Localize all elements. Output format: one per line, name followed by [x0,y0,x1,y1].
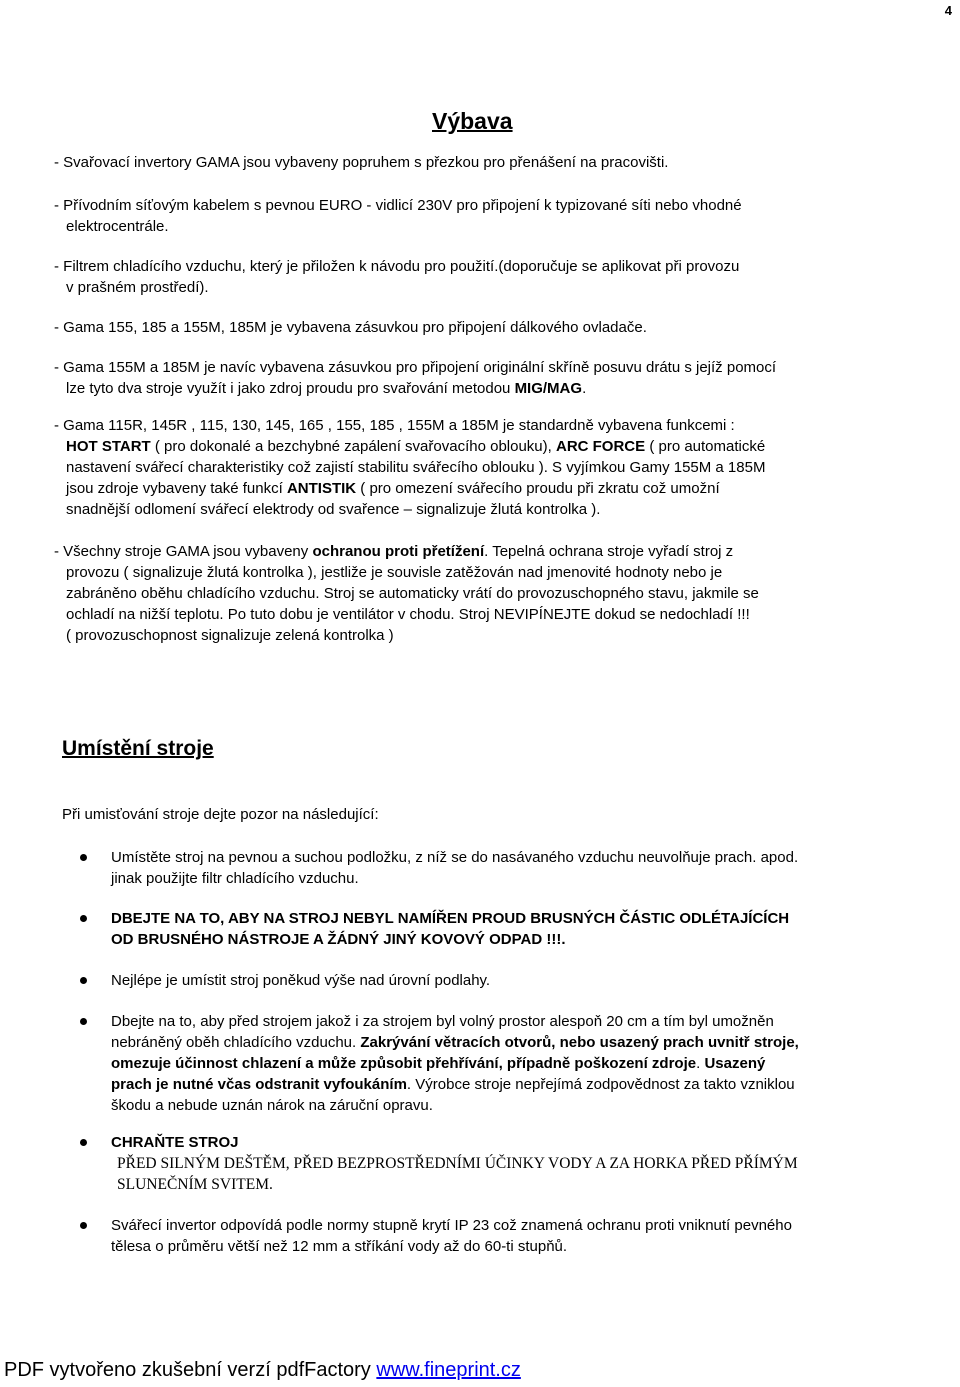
arc-force-label: ARC FORCE [555,438,646,455]
equipment-item-wire-feeder [54,357,904,399]
bullet-item [80,1132,922,1195]
text-line: prach je nutné včas odstranit vyfoukáním. Výrobce stroje nepřejímá zodpovědnost za takto vzniklou [111,1076,795,1093]
text-line: Umístěte stroj na pevnou a suchou podložku, z níž se do nasávaného vzduchu neuvolňuje prach. apod. [111,849,799,866]
page-title: Výbava [432,108,513,134]
text-line: Svářecí invertor odpovídá podle normy stupně krytí IP 23 což znamená ochranu proti vniknutí pevného [111,1217,792,1234]
equipment-item-remote-socket [54,317,904,338]
bullet-item [80,847,922,889]
bullet-icon [80,977,87,984]
text-line: ( provozuschopnost signalizuje zelená kontrolka ) [66,627,394,644]
text-line: nastavení svářecí charakteristiky což zajistí stabilitu svářecího oblouku ). S vyjímkou Gamy 155M a 185M [66,459,766,476]
page-number: 4 [944,3,952,18]
bullet-icon [80,915,87,922]
overload-protection-label: ochranou proti přetížení [312,543,485,560]
bullet-icon [80,1222,87,1229]
text-line: v prašném prostředí). [66,279,209,296]
footer-link[interactable]: www.fineprint.cz [376,1359,521,1381]
text-line: Nejlépe je umístit stroj poněkud výše nad úrovní podlahy. [111,972,491,989]
text-line: jsou zdroje vybaveny také funkcí ANTISTIK ( pro omezení svářecího proudu při zkratu což umožní [66,480,720,497]
text-line: - Všechny stroje GAMA jsou vybaveny ochranou proti přetížení. Tepelná ochrana stroje vyřadí stroj z [54,543,734,560]
bullet-icon [80,854,87,861]
equipment-item-filter [54,256,904,298]
bullet-item [80,970,922,991]
hot-start-label: HOT START [66,438,151,455]
text-line: omezuje účinnost chlazení a může způsobit přehřívání, případně poškození zdroje. Usazený [111,1055,766,1072]
text-line: - Gama 155, 185 a 155M, 185M je vybavena zásuvkou pro připojení dálkového ovladače. [54,319,647,336]
text-line: Dbejte na to, aby před strojem jakož i za strojem byl volný prostor alespoň 20 cm a tím byl umožněn [111,1013,774,1030]
antistik-label: ANTISTIK [286,480,357,497]
placement-intro: Při umisťování stroje dejte pozor na následující: [62,806,379,823]
bullet-item [80,908,922,950]
text-line: - Svařovací invertory GAMA jsou vybaveny popruhem s přezkou pro přenášení na pracovišti. [54,154,669,171]
text-line: zabráněno oběhu chladícího vzduchu. Stroj se automaticky vrátí do provozuschopného stavu, jakmile se [66,585,759,602]
text-line: tělesa o průměru větší než 12 mm a stříkání vody až do 60-ti stupňů. [111,1238,568,1255]
equipment-item-strap [54,152,904,173]
text-line: - Přívodním síťovým kabelem s pevnou EURO - vidlicí 230V pro připojení k typizované síti nebo vhodné [54,197,742,214]
text-line: OD BRUSNÉHO NÁSTROJE A ŽÁDNÝ JINÝ KOVOVÝ ODPAD !!!. [111,931,566,948]
text-line: jinak použijte filtr chladícího vzduchu. [111,870,359,887]
text-line: škodu a nebude uznán nárok na záruční opravu. [111,1097,433,1114]
text-line: - Gama 155M a 185M je navíc vybavena zásuvkou pro připojení originální skříně posuvu drátu s jejíž pomocí [54,359,777,376]
text-line: PŘED SILNÝM DEŠTĚM, PŘED BEZPROSTŘEDNÍMI ÚČINKY VODY A ZA HORKA PŘED PŘÍMÝM [117,1155,798,1172]
bullet-item [80,1215,922,1257]
text-line: DBEJTE NA TO, ABY NA STROJ NEBYL NAMÍŘEN PROUD BRUSNÝCH ČÁSTIC ODLÉTAJÍCÍCH [111,910,790,927]
text-line: nebráněný oběh chladícího vzduchu. Zakrývání větracích otvorů, nebo usazený prach uvnitř stroje, [111,1034,799,1051]
pdf-footer [4,1359,521,1382]
text-line: SLUNEČNÍM SVITEM. [117,1176,273,1193]
equipment-item-functions [54,415,904,520]
text-line: ochladí na nižší teplotu. Po tuto dobu je ventilátor v chodu. Stroj NEVIPÍNEJTE dokud se nedochladí !!! [66,606,750,623]
text-line: HOT START ( pro dokonalé a bezchybné zapálení svařovacího oblouku), ARC FORCE ( pro automatické [66,438,766,455]
text-line: elektrocentrále. [66,218,169,235]
text-line: provozu ( signalizuje žlutá kontrolka ), jestliže je souvisle zatěžován nad jmenovité hodnoty nebo je [66,564,723,581]
text-line: - Filtrem chladícího vzduchu, který je přiložen k návodu pro použití.(doporučuje se aplikovat při provozu [54,258,740,275]
bullet-icon [80,1139,87,1146]
text-line: - Gama 115R, 145R , 115, 130, 145, 165 , 155, 185 , 155M a 185M je standardně vybavena funkcemi : [54,417,735,434]
text-line: CHRAŇTE STROJ [111,1134,239,1151]
equipment-item-cable [54,195,904,237]
equipment-item-overload [54,541,904,646]
bullet-icon [80,1018,87,1025]
text-line: lze tyto dva stroje využít i jako zdroj proudu pro svařování metodou MIG/MAG. [66,380,587,397]
footer-text: PDF vytvořeno zkušební verzí pdfFactory [4,1359,377,1381]
bullet-item [80,1011,922,1116]
text-line: snadnější odlomení svářecí elektrody od svařence – signalizuje žlutá kontrolka ). [66,501,601,518]
section-heading-placement: Umístění stroje [62,737,214,760]
mig-mag-label: MIG/MAG [514,380,583,397]
